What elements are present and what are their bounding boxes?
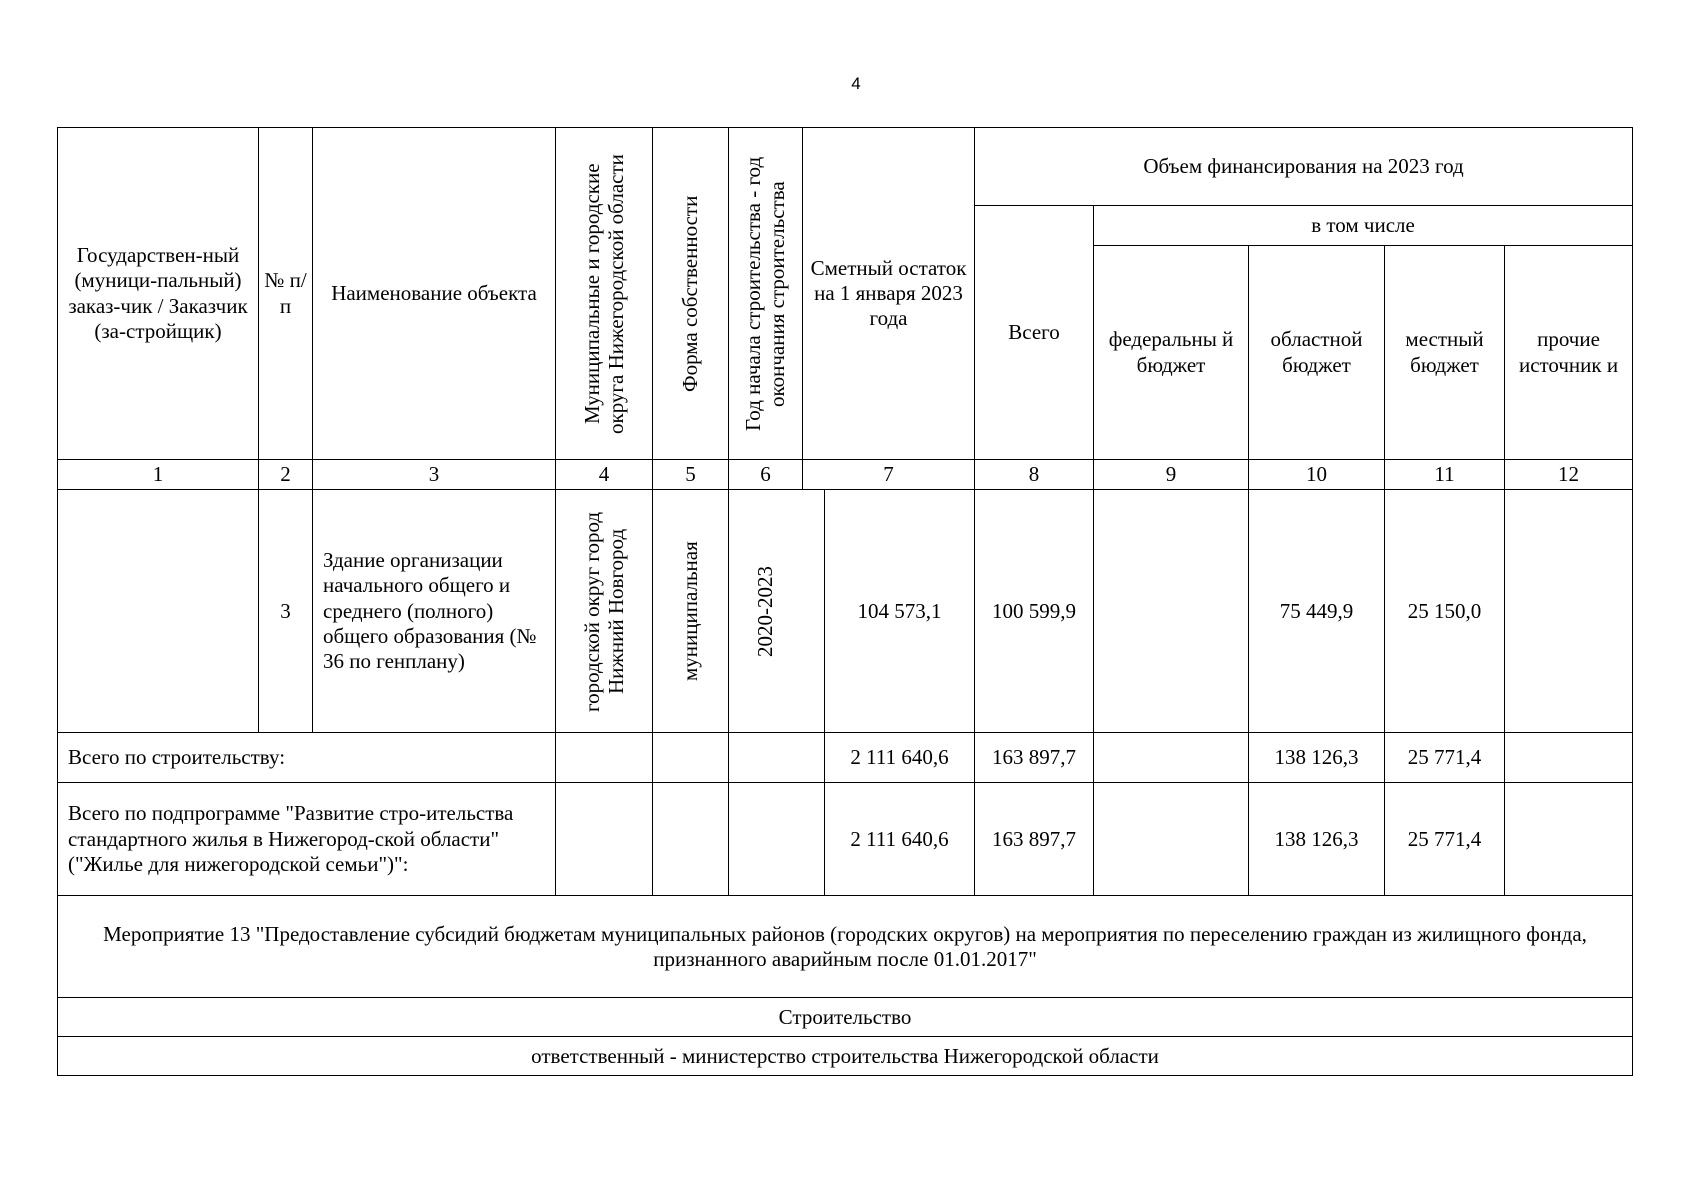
column-number: 9	[1094, 460, 1249, 490]
object-municipality: городской округ город Нижний Новгород	[579, 511, 628, 712]
section-construction-row	[58, 998, 1633, 1037]
column-number: 3	[313, 460, 556, 490]
construction-total-federal	[1094, 733, 1249, 783]
header-total: Всего	[975, 206, 1094, 460]
header-number: № п/ п	[259, 128, 313, 460]
header-object-name: Наименование объекта	[313, 128, 556, 460]
subprogram-total-row	[58, 783, 1633, 896]
header-other: прочие источник и	[1505, 246, 1633, 460]
object-years: 2020-2023	[753, 565, 778, 657]
header-municipality: Муниципальные и городские округа Нижегородской области	[579, 153, 628, 434]
section-construction-title: Строительство	[58, 998, 1633, 1037]
header-financing-title: Объем финансирования на 2023 год	[975, 128, 1633, 206]
construction-total-other	[1505, 733, 1633, 783]
object-ownership-cell	[653, 490, 729, 733]
empty-cell	[653, 783, 729, 896]
subprogram-total-federal	[1094, 783, 1249, 896]
measure-13-row	[58, 896, 1633, 998]
column-number: 5	[653, 460, 729, 490]
object-other	[1505, 490, 1633, 733]
responsible-text: ответственный - министерство строительства Нижегородской области	[58, 1037, 1633, 1076]
object-number: 3	[259, 490, 313, 733]
financing-table	[57, 127, 1633, 1076]
responsible-row	[58, 1037, 1633, 1076]
column-number: 10	[1249, 460, 1385, 490]
header-row-1	[58, 128, 1633, 206]
object-ownership: муниципальная	[678, 541, 703, 682]
object-customer	[58, 490, 259, 733]
column-numbers-row	[58, 460, 1633, 490]
header-years-cell	[729, 128, 803, 460]
subprogram-total-regional: 138 126,3	[1249, 783, 1385, 896]
object-total: 100 599,9	[975, 490, 1094, 733]
object-regional: 75 449,9	[1249, 490, 1385, 733]
subprogram-total-other	[1505, 783, 1633, 896]
column-number: 1	[58, 460, 259, 490]
construction-total-estimate-balance: 2 111 640,6	[825, 733, 975, 783]
empty-cell	[556, 783, 653, 896]
header-years: Год начала строительства - год окончания строительства	[741, 156, 790, 431]
column-number: 8	[975, 460, 1094, 490]
header-local: местный бюджет	[1385, 246, 1505, 460]
column-number: 4	[556, 460, 653, 490]
empty-cell	[556, 733, 653, 783]
column-number: 11	[1385, 460, 1505, 490]
object-federal	[1094, 490, 1249, 733]
header-ownership-cell	[653, 128, 729, 460]
subprogram-total-estimate-balance: 2 111 640,6	[825, 783, 975, 896]
header-customer: Государствен-ный (муници-пальный) заказ-чик / Заказчик (за-стройщик)	[58, 128, 259, 460]
object-estimate-balance: 104 573,1	[825, 490, 975, 733]
object-row	[58, 490, 1633, 733]
object-municipality-cell	[556, 490, 653, 733]
construction-total-total: 163 897,7	[975, 733, 1094, 783]
empty-cell	[729, 733, 825, 783]
object-local: 25 150,0	[1385, 490, 1505, 733]
column-number: 2	[259, 460, 313, 490]
object-name: Здание организации начального общего и среднего (полного) общего образования (№ 36 по генплану)	[313, 490, 556, 733]
header-including: в том числе	[1094, 206, 1633, 246]
header-municipality-cell	[556, 128, 653, 460]
column-number: 6	[729, 460, 803, 490]
subprogram-total-local: 25 771,4	[1385, 783, 1505, 896]
empty-cell	[653, 733, 729, 783]
construction-total-regional: 138 126,3	[1249, 733, 1385, 783]
column-number: 12	[1505, 460, 1633, 490]
construction-total-row	[58, 733, 1633, 783]
measure-13-title: Мероприятие 13 "Предоставление субсидий бюджетам муниципальных районов (городских округов) на мероприятия по переселению граждан из жилищного фонда, признанного аварийным после 01.01.2017"	[58, 896, 1633, 998]
header-estimate-balance: Сметный остаток на 1 января 2023 года	[803, 128, 975, 460]
page-number: 4	[851, 74, 861, 93]
construction-total-label: Всего по строительству:	[58, 733, 556, 783]
header-regional: областной бюджет	[1249, 246, 1385, 460]
object-years-cell	[729, 490, 825, 733]
construction-total-local: 25 771,4	[1385, 733, 1505, 783]
header-federal: федеральны й бюджет	[1094, 246, 1249, 460]
column-number: 7	[803, 460, 975, 490]
subprogram-total-label: Всего по подпрограмме "Развитие стро-ительства стандартного жилья в Нижегород-ской области" ("Жилье для нижегородской семьи")":	[58, 783, 556, 896]
empty-cell	[729, 783, 825, 896]
header-ownership: Форма собственности	[678, 195, 703, 392]
subprogram-total-total: 163 897,7	[975, 783, 1094, 896]
